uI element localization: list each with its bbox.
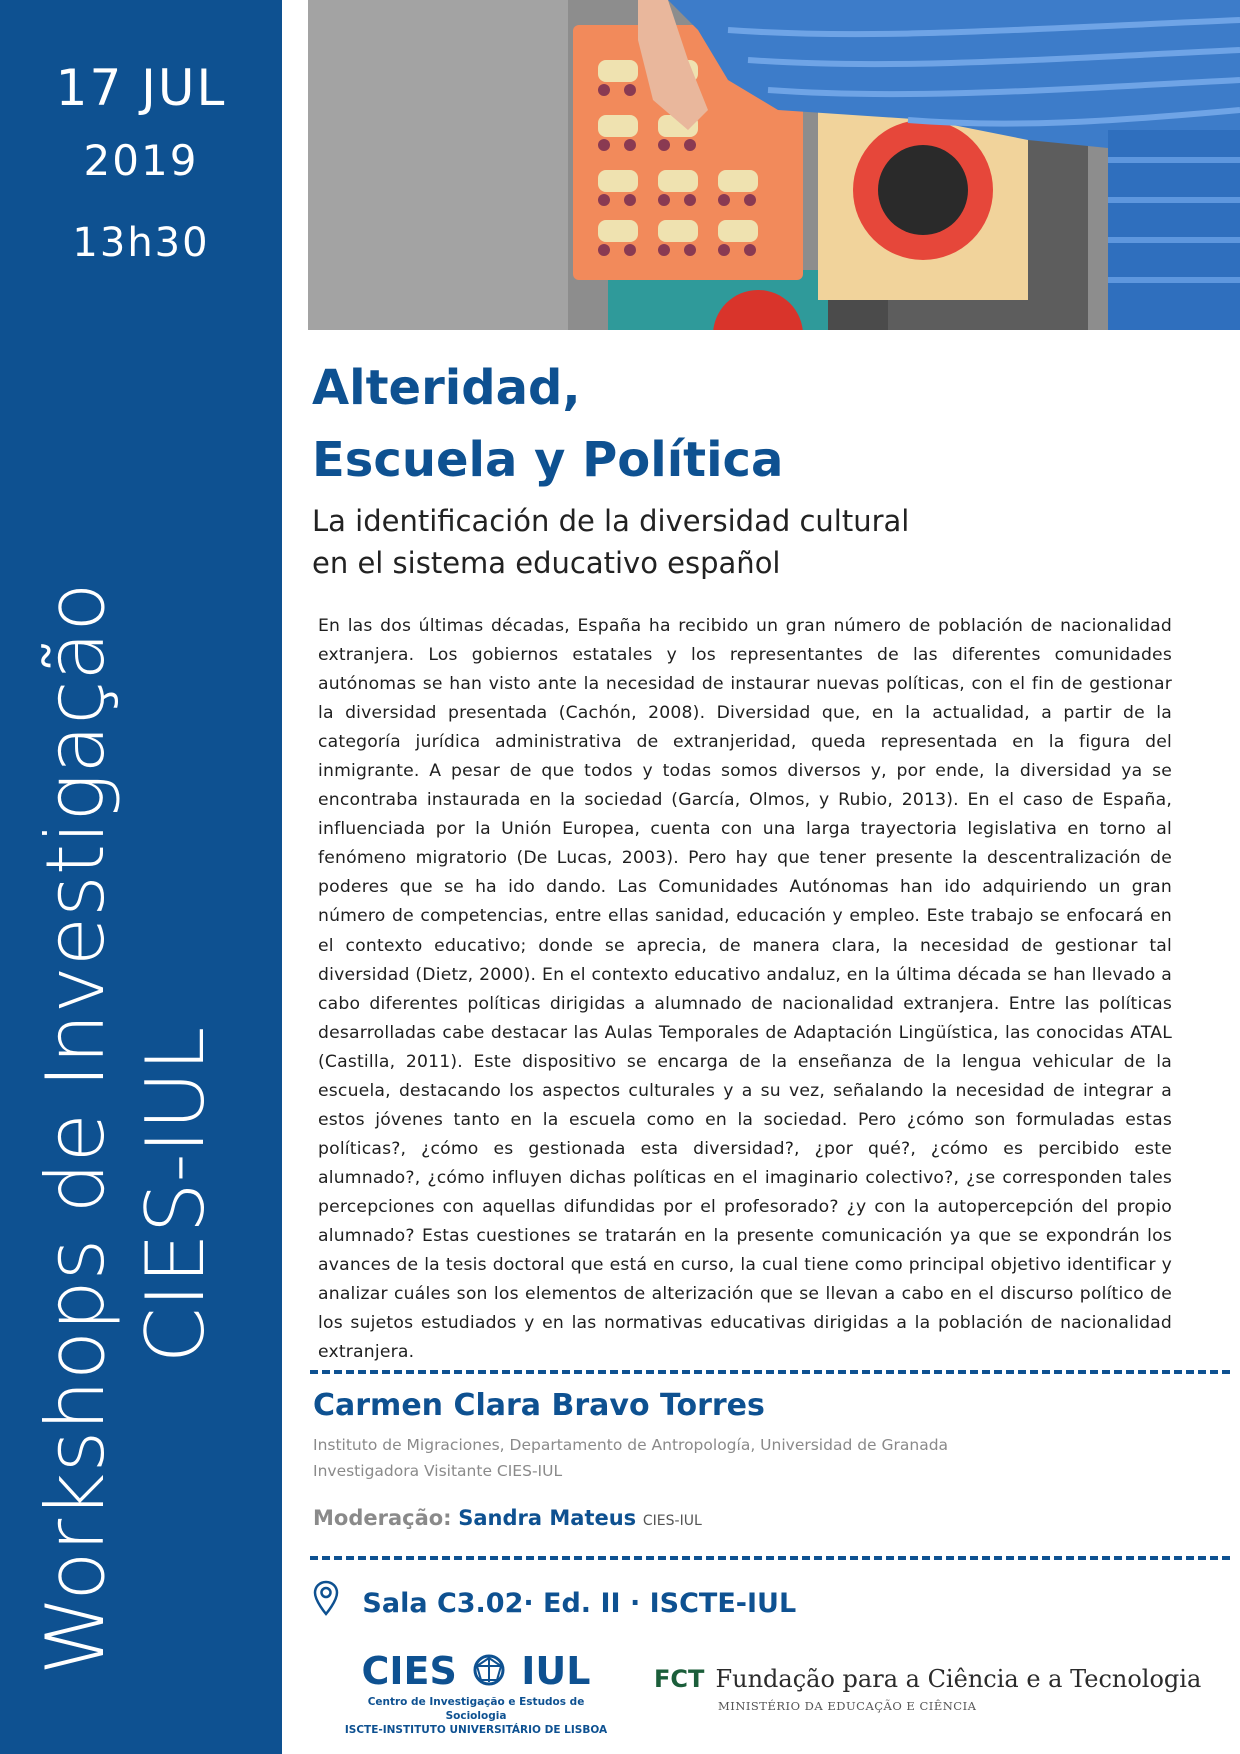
speaker-role: Investigadora Visitante CIES-IUL: [313, 1462, 563, 1480]
date-year: 2019: [83, 136, 199, 185]
series-title-line1: Workshops de Investigação: [29, 582, 122, 1675]
cies-logo-line2: ISCTE-INSTITUTO UNIVERSITÁRIO DE LISBOA: [344, 1723, 608, 1736]
location-text: Sala C3.02· Ed. II · ISCTE-IUL: [362, 1588, 797, 1619]
globe-icon: [472, 1653, 506, 1695]
event-location: [313, 1580, 796, 1628]
fct-logo: [654, 1665, 1201, 1713]
toy-blocks-photo: [308, 0, 1240, 330]
sidebar: [0, 0, 282, 1754]
speaker-name: Carmen Clara Bravo Torres: [313, 1388, 765, 1423]
series-title: [26, 582, 256, 1675]
moderation-label: Moderação:: [313, 1506, 452, 1530]
date-day-month: 17 JUL: [55, 59, 227, 117]
moderation: [313, 1502, 702, 1537]
event-title: [312, 352, 783, 496]
cies-iul-logo: [336, 1650, 616, 1737]
cies-logo-left: CIES: [361, 1649, 457, 1693]
moderator-name: Sandra Mateus: [458, 1506, 637, 1530]
event-date: [0, 58, 282, 268]
event-subtitle-line1: La identificación de la diversidad cultural: [312, 504, 910, 538]
fct-full-name: Fundação para a Ciência e a Tecnologia: [715, 1665, 1202, 1693]
fct-ministry: MINISTÉRIO DA EDUCAÇÃO E CIÊNCIA: [718, 1699, 977, 1713]
map-pin-icon: [313, 1580, 339, 1628]
event-title-line2: Escuela y Política: [312, 432, 784, 488]
event-title-line1: Alteridad,: [312, 360, 581, 416]
cies-logo-right: IUL: [521, 1649, 591, 1693]
speaker-affiliation: Instituto de Migraciones, Departamento de Antropología, Universidad de Granada: [313, 1436, 949, 1454]
event-subtitle-line2: en el sistema educativo español: [312, 546, 781, 580]
event-subtitle: [312, 500, 909, 584]
cies-logo-line1: Centro de Investigação e Estudos de Sociologia: [367, 1695, 585, 1722]
event-time: 13h30: [72, 220, 210, 266]
moderator-institution: CIES-IUL: [642, 1513, 702, 1529]
fct-abbreviation: FCT: [654, 1665, 705, 1693]
cies-logo-wordmark: [336, 1650, 616, 1695]
speaker-affiliation-block: [313, 1432, 948, 1484]
header-photo: [308, 0, 1240, 330]
divider-bottom: [310, 1556, 1230, 1560]
divider-top: [310, 1370, 1230, 1374]
series-title-line2: CIES-IUL: [129, 1026, 222, 1364]
abstract-text: En las dos últimas décadas, España ha recibido un gran número de población de nacionalidad extranjera. Los gobiernos estatales y los representantes de las diferentes comunidades autónomas se han visto ante la necesidad de instaurar nuevas políticas, con el fin de gestionar la diversidad presentada (Cachón, 2008). Diversidad que, en la actualidad, a partir de la categoría jurídica administrativa de extranjeridad, queda representada en la figura del inmigrante. A pesar de que todos y todas somos diversos y, por ende, la diversidad ya se encontraba instaurada en la sociedad (García, Olmos, y Rubio, 2013). En el caso de España, influenciada por la Unión Europea, cuenta con una larga trayectoria legislativa en torno al fenómeno migratorio (De Lucas, 2003). Pero hay que tener presente la descentralización de poderes que se ha ido dando. Las Comunidades Autónomas han ido adquiriendo un gran número de competencias, entre ellas sanidad, educación y empleo. Este trabajo se enfocará en el contexto educativo; donde se aprecia, de manera clara, la necesidad de gestionar tal diversidad (Dietz, 2000). En el contexto educativo andaluz, en la última década se han llevado a cabo diferentes políticas dirigidas a alumnado de nacionalidad extranjera. Entre las políticas desarrolladas cabe destacar las Aulas Temporales de Adaptación Lingüística, las conocidas ATAL (Castilla, 2011). Este dispositivo se encarga de la enseñanza de la lengua vehicular de la escuela, destacando los aspectos culturales y a su vez, señalando la necesidad de integrar a estos jóvenes tanto en la escuela como en la sociedad. Pero ¿cómo son formuladas estas políticas?, ¿cómo es gestionada esta diversidad?, ¿por qué?, ¿cómo es percibido este alumnado?, ¿cómo influyen dichas políticas en el imaginario colectivo?, ¿se corresponden tales percepciones con aquellas difundidas por el profesorado? ¿y con la autopercepción del propio alumnado? Estas cuestiones se tratarán en la presente comunicación ya que se expondrán los avances de la tesis doctoral que está en curso, la cual tiene como principal objetivo identificar y analizar cuáles son los elementos de alterización que se llevan a cabo en el discurso político de los sujetos estudiados y en las normativas educativas dirigidas a la población de nacionalidad extranjera.: [318, 616, 1172, 1363]
